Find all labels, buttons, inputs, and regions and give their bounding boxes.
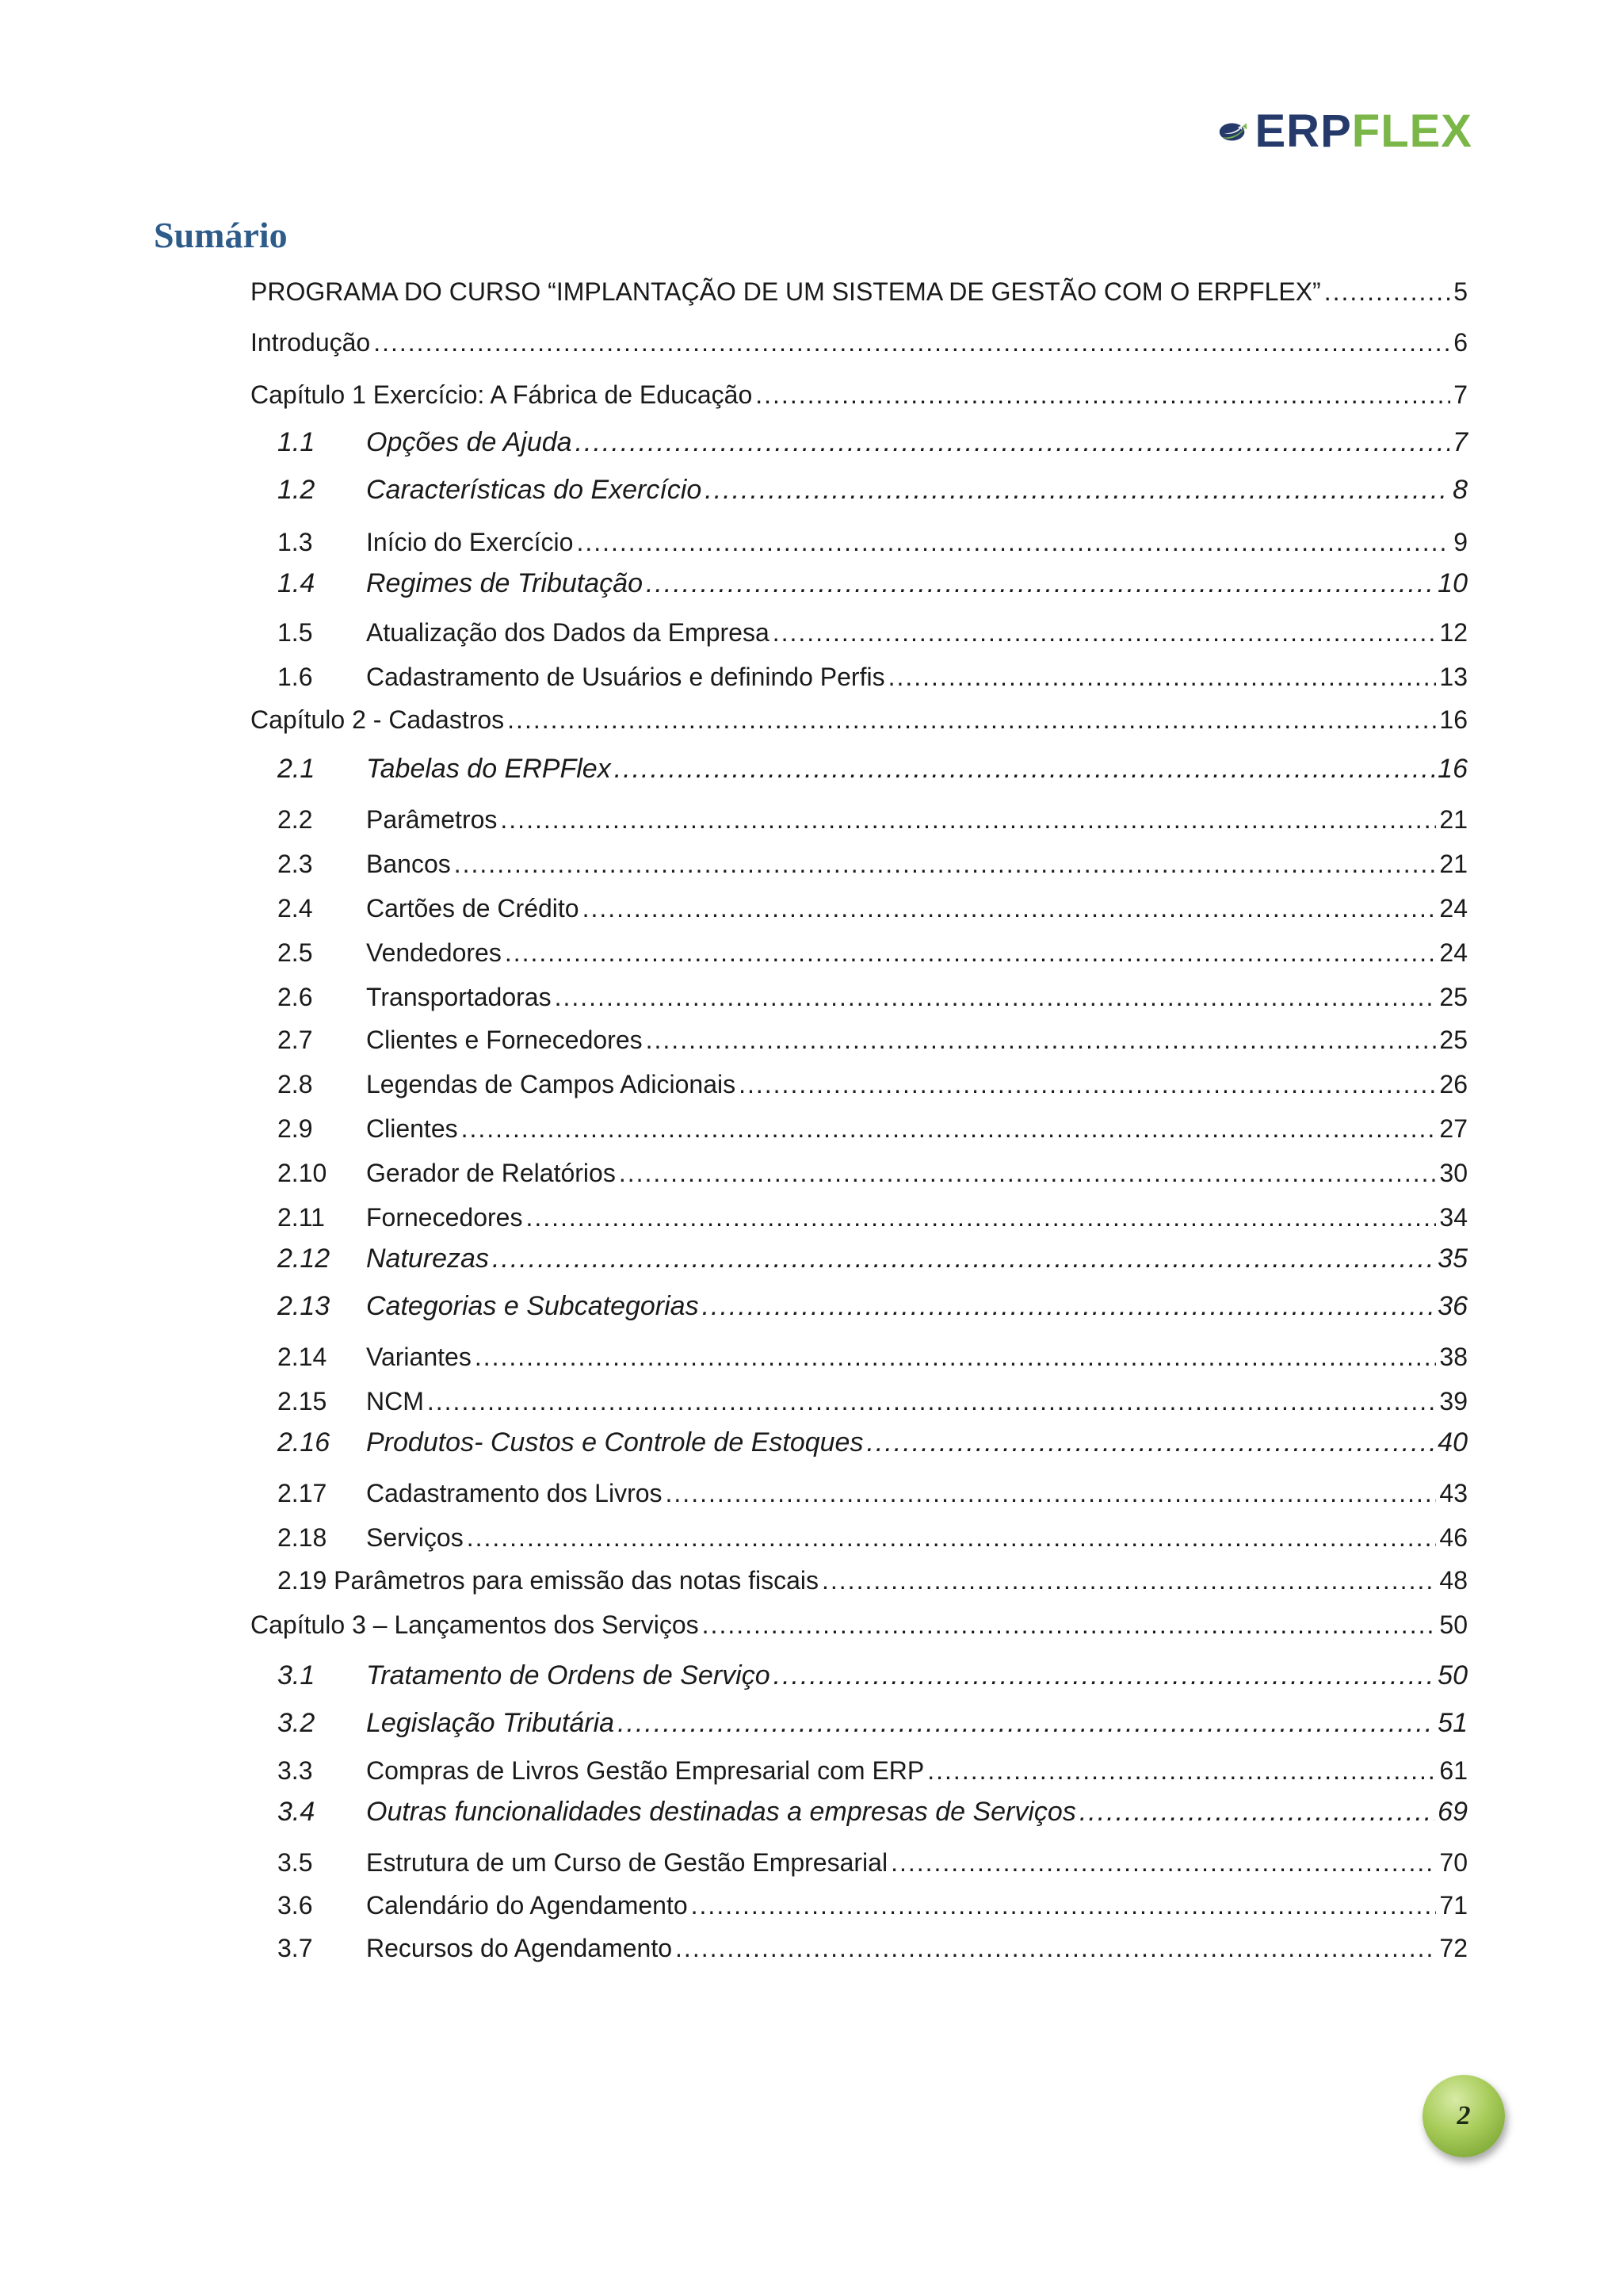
toc-entry[interactable] xyxy=(277,1067,1468,1102)
toc-entry-page: 10 xyxy=(1438,568,1468,598)
toc-entry[interactable] xyxy=(277,846,1468,881)
toc-entry-page: 7 xyxy=(1453,380,1468,409)
toc-entry-title: Tratamento de Ordens de Serviço xyxy=(366,1660,770,1690)
toc-dot-leader xyxy=(646,1022,1437,1057)
toc-entry-number: 2.16 xyxy=(277,1427,330,1457)
toc-entry[interactable] xyxy=(250,274,1468,309)
toc-entry-number: 2.4 xyxy=(277,894,313,923)
toc-dot-leader xyxy=(705,472,1449,507)
toc-entry-number: 3.7 xyxy=(277,1934,313,1962)
toc-entry-title: Regimes de Tributação xyxy=(366,568,643,598)
toc-entry-number: 2.18 xyxy=(277,1523,327,1552)
toc-entry-title: Bancos xyxy=(366,850,451,878)
page-number-badge xyxy=(1423,2075,1505,2157)
toc-entry-page: 21 xyxy=(1439,850,1468,878)
toc-dot-leader xyxy=(666,1476,1437,1511)
toc-entry-page: 72 xyxy=(1439,1934,1468,1962)
toc-entry-page: 70 xyxy=(1439,1848,1468,1877)
toc-entry-number: 1.3 xyxy=(277,528,313,556)
toc-entry-page: 30 xyxy=(1439,1159,1468,1187)
toc-entry-title: Início do Exercício xyxy=(366,528,574,556)
toc-entry[interactable] xyxy=(277,615,1468,650)
toc-entry-page: 13 xyxy=(1439,663,1468,691)
toc-dot-leader xyxy=(373,325,1450,360)
toc-entry-title: Naturezas xyxy=(366,1244,489,1274)
toc-dot-leader xyxy=(702,1607,1437,1642)
toc-dot-leader xyxy=(891,1845,1436,1880)
toc-entry-number: 3.4 xyxy=(277,1797,315,1827)
toc-entry-title: Clientes xyxy=(366,1114,458,1143)
toc-entry[interactable] xyxy=(277,1200,1468,1235)
toc-entry-number: 1.1 xyxy=(277,427,315,457)
toc-entry-title: Produtos- Custos e Controle de Estoques xyxy=(366,1427,864,1457)
logo-text-flex: FLEX xyxy=(1351,105,1472,157)
toc-entry[interactable] xyxy=(277,751,1468,786)
toc-entry[interactable] xyxy=(277,1706,1468,1740)
toc-entry-page: 51 xyxy=(1438,1708,1468,1738)
toc-dot-leader xyxy=(555,980,1437,1014)
toc-entry[interactable] xyxy=(277,802,1468,837)
toc-entry-title: Transportadoras xyxy=(366,983,552,1011)
toc-entry[interactable] xyxy=(277,1658,1468,1693)
toc-entry-page: 50 xyxy=(1439,1610,1468,1639)
toc-entry-page: 39 xyxy=(1439,1387,1468,1415)
toc-entry-page: 40 xyxy=(1438,1427,1468,1457)
toc-dot-leader xyxy=(617,1706,1434,1740)
toc-entry-page: 50 xyxy=(1438,1660,1468,1690)
toc-entry-page: 48 xyxy=(1439,1566,1468,1595)
toc-dot-leader xyxy=(500,802,1436,837)
toc-entry-title: Cartões de Crédito xyxy=(366,894,579,923)
toc-entry[interactable] xyxy=(277,566,1468,601)
toc-dot-leader xyxy=(691,1888,1437,1923)
toc-entry-page: 16 xyxy=(1438,754,1468,784)
toc-entry-page: 34 xyxy=(1439,1203,1468,1232)
page-title: Sumário xyxy=(154,215,288,255)
toc-dot-leader xyxy=(866,1425,1434,1460)
toc-dot-leader xyxy=(1079,1794,1434,1829)
toc-dot-leader xyxy=(461,1111,1437,1146)
toc-entry-number: 2.11 xyxy=(277,1203,325,1232)
toc-entry-title: 2.19 Parâmetros para emissão das notas fiscais xyxy=(277,1566,819,1595)
toc-entry-page: 6 xyxy=(1453,328,1468,357)
toc-entry-page: 7 xyxy=(1453,427,1468,457)
toc-entry-number: 2.8 xyxy=(277,1070,313,1098)
toc-entry[interactable] xyxy=(277,980,1468,1014)
toc-entry-page: 36 xyxy=(1438,1291,1468,1321)
toc-entry[interactable] xyxy=(277,1931,1468,1966)
toc-entry-number: 2.15 xyxy=(277,1387,327,1415)
toc-dot-leader xyxy=(467,1520,1437,1555)
toc-entry-title: Atualização dos Dados da Empresa xyxy=(366,618,769,647)
toc-dot-leader xyxy=(427,1384,1437,1419)
toc-dot-leader xyxy=(575,425,1449,460)
toc-dot-leader xyxy=(492,1241,1434,1276)
toc-entry-number: 1.5 xyxy=(277,618,313,647)
toc-entry[interactable] xyxy=(250,702,1468,737)
toc-entry-page: 21 xyxy=(1439,805,1468,834)
toc-entry-number: 2.17 xyxy=(277,1479,327,1507)
toc-entry-title: Características do Exercício xyxy=(366,475,702,505)
toc-entry[interactable] xyxy=(277,891,1468,926)
toc-entry-number: 2.6 xyxy=(277,983,313,1011)
toc-entry-title: PROGRAMA DO CURSO “IMPLANTAÇÃO DE UM SISTEMA DE GESTÃO COM O ERPFLEX” xyxy=(250,277,1321,306)
toc-entry[interactable] xyxy=(277,1476,1468,1511)
logo-text-erp: ERP xyxy=(1254,105,1352,157)
toc-entry-page: 38 xyxy=(1439,1343,1468,1371)
toc-entry-title: Clientes e Fornecedores xyxy=(366,1026,643,1054)
toc-entry-title: Parâmetros xyxy=(366,805,498,834)
toc-dot-leader xyxy=(822,1563,1436,1598)
toc-dot-leader xyxy=(755,377,1450,412)
toc-dot-leader xyxy=(582,891,1437,926)
toc-entry-title: Variantes xyxy=(366,1343,472,1371)
toc-dot-leader xyxy=(739,1067,1436,1102)
toc-entry-page: 25 xyxy=(1439,1026,1468,1054)
toc-entry-number: 1.2 xyxy=(277,475,315,505)
toc-entry-number: 2.12 xyxy=(277,1244,330,1274)
toc-dot-leader xyxy=(773,615,1437,650)
toc-entry-page: 43 xyxy=(1439,1479,1468,1507)
toc-dot-leader xyxy=(454,846,1437,881)
toc-entry[interactable] xyxy=(277,425,1468,460)
toc-entry[interactable] xyxy=(250,325,1468,360)
toc-entry-title: Capítulo 2 - Cadastros xyxy=(250,705,505,734)
toc-entry[interactable] xyxy=(277,525,1468,560)
toc-dot-leader xyxy=(475,1339,1437,1374)
toc-entry[interactable] xyxy=(250,377,1468,412)
toc-dot-leader xyxy=(525,1200,1436,1235)
toc-entry[interactable] xyxy=(277,1753,1468,1788)
toc-entry[interactable] xyxy=(277,1289,1468,1324)
toc-entry-title: Estrutura de um Curso de Gestão Empresarial xyxy=(366,1848,888,1877)
toc-entry-page: 8 xyxy=(1453,475,1468,505)
toc-entry-page: 27 xyxy=(1439,1114,1468,1143)
toc-entry[interactable] xyxy=(277,1022,1468,1057)
toc-entry-number: 2.2 xyxy=(277,805,313,834)
toc-entry[interactable] xyxy=(277,472,1468,507)
toc-dot-leader xyxy=(888,659,1437,694)
toc-entry[interactable] xyxy=(277,1111,1468,1146)
toc-entry[interactable] xyxy=(277,1425,1468,1460)
toc-entry-page: 25 xyxy=(1439,983,1468,1011)
toc-entry-title: Vendedores xyxy=(366,938,502,967)
toc-entry[interactable] xyxy=(277,1888,1468,1923)
toc-entry-title: Capítulo 3 – Lançamentos dos Serviços xyxy=(250,1610,699,1639)
toc-entry[interactable] xyxy=(277,659,1468,694)
toc-entry-title: Compras de Livros Gestão Empresarial com ERP xyxy=(366,1756,925,1785)
toc-entry-page: 5 xyxy=(1453,277,1468,306)
toc-dot-leader xyxy=(675,1931,1436,1966)
toc-dot-leader xyxy=(614,751,1434,786)
toc-entry-title: Cadastramento dos Livros xyxy=(366,1479,663,1507)
toc-entry-title: Calendário do Agendamento xyxy=(366,1891,688,1920)
toc-entry-page: 24 xyxy=(1439,894,1468,923)
toc-entry-number: 2.10 xyxy=(277,1159,327,1187)
toc-entry-number: 2.1 xyxy=(277,754,315,784)
toc-entry-page: 26 xyxy=(1439,1070,1468,1098)
toc-entry-page: 69 xyxy=(1438,1797,1468,1827)
toc-dot-leader xyxy=(619,1156,1437,1190)
toc-entry-title: Gerador de Relatórios xyxy=(366,1159,616,1187)
toc-entry-number: 2.5 xyxy=(277,938,313,967)
toc-entry[interactable] xyxy=(277,1241,1468,1276)
toc-entry-page: 16 xyxy=(1439,705,1468,734)
toc-entry-number: 2.13 xyxy=(277,1291,330,1321)
toc-entry[interactable] xyxy=(250,1607,1468,1642)
toc-entry-page: 35 xyxy=(1438,1244,1468,1274)
toc-entry-title: Legendas de Campos Adicionais xyxy=(366,1070,736,1098)
toc-dot-leader xyxy=(773,1658,1435,1693)
toc-entry-number: 2.3 xyxy=(277,850,313,878)
toc-entry-title: Opções de Ajuda xyxy=(366,427,572,457)
toc-dot-leader xyxy=(576,525,1450,560)
toc-entry-number: 2.7 xyxy=(277,1026,313,1054)
toc-entry-title: Cadastramento de Usuários e definindo Perfis xyxy=(366,663,885,691)
toc-entry-title: Outras funcionalidades destinadas a empresas de Serviços xyxy=(366,1797,1076,1827)
toc-entry-number: 1.4 xyxy=(277,568,315,598)
toc-entry-number: 3.3 xyxy=(277,1756,313,1785)
toc-dot-leader xyxy=(646,566,1434,601)
toc-entry-number: 2.14 xyxy=(277,1343,327,1371)
toc-dot-leader xyxy=(702,1289,1435,1324)
toc-entry[interactable] xyxy=(277,1156,1468,1190)
toc-dot-leader xyxy=(507,702,1436,737)
toc-entry[interactable] xyxy=(277,1794,1468,1829)
toc-entry-title: Serviços xyxy=(366,1523,464,1552)
toc-dot-leader xyxy=(505,935,1437,970)
toc-entry-number: 3.5 xyxy=(277,1848,313,1877)
toc-entry-title: Legislação Tributária xyxy=(366,1708,615,1738)
toc-entry-number: 3.1 xyxy=(277,1660,315,1690)
toc-entry[interactable] xyxy=(277,1563,1468,1598)
toc-entry-page: 61 xyxy=(1439,1756,1468,1785)
toc-entry[interactable] xyxy=(277,1520,1468,1555)
toc-dot-leader xyxy=(1324,274,1451,309)
toc-entry-title: Introdução xyxy=(250,328,371,357)
toc-entry-title: Capítulo 1 Exercício: A Fábrica de Educação xyxy=(250,380,753,409)
toc-entry-title: Tabelas do ERPFlex xyxy=(366,754,611,784)
toc-entry[interactable] xyxy=(277,1339,1468,1374)
toc-entry-title: NCM xyxy=(366,1387,424,1415)
toc-entry-number: 3.2 xyxy=(277,1708,315,1738)
toc-entry-number: 2.9 xyxy=(277,1114,313,1143)
toc-entry[interactable] xyxy=(277,935,1468,970)
toc-entry-page: 46 xyxy=(1439,1523,1468,1552)
toc-entry-page: 12 xyxy=(1439,618,1468,647)
toc-entry[interactable] xyxy=(277,1845,1468,1880)
toc-entry-page: 71 xyxy=(1439,1891,1468,1920)
toc-entry-page: 24 xyxy=(1439,938,1468,967)
toc-entry-title: Recursos do Agendamento xyxy=(366,1934,673,1962)
toc-entry-title: Fornecedores xyxy=(366,1203,523,1232)
toc-entry[interactable] xyxy=(277,1384,1468,1419)
toc-entry-number: 1.6 xyxy=(277,663,313,691)
toc-dot-leader xyxy=(927,1753,1436,1788)
toc-entry-title: Categorias e Subcategorias xyxy=(366,1291,699,1321)
page-number: 2 xyxy=(1457,2101,1471,2130)
toc-entry-page: 9 xyxy=(1453,528,1468,556)
toc-entry-number: 3.6 xyxy=(277,1891,313,1920)
